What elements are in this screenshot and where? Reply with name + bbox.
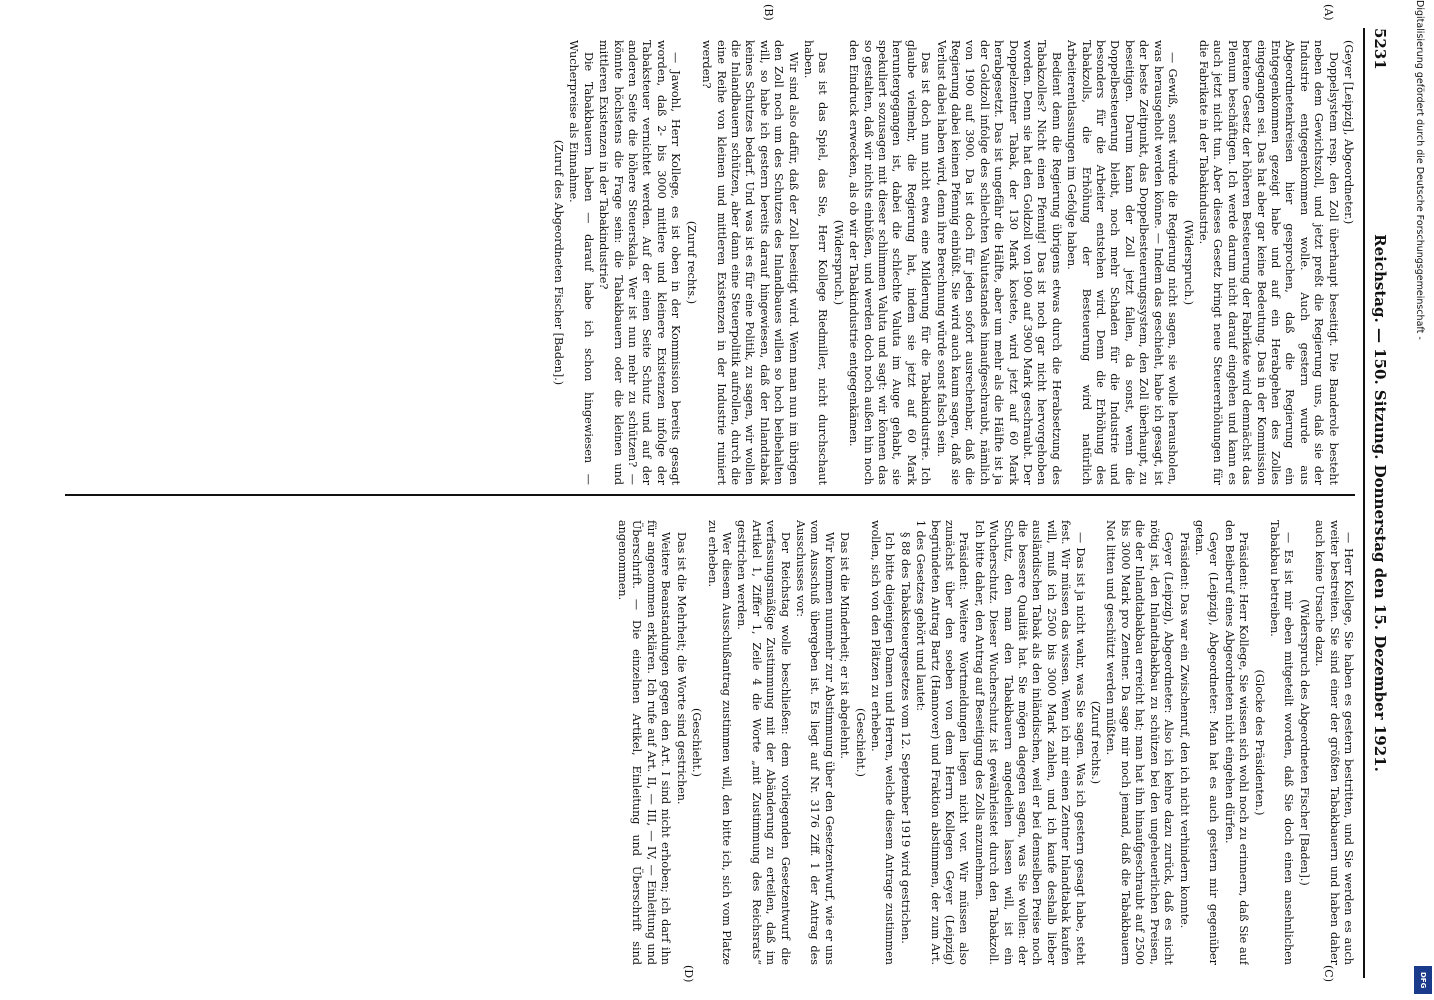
paragraph: Das ist doch nun nicht etwa eine Milderung für die Tabakindustrie. Ich glaube vielmehr, die Regierung hat, indem sie jetzt auf 60 Mark heruntergegangen ist, dabei die schlechte Valuta im Auge gehabt, sie spekuliert sozusagen mit dieser schlimmen Valuta und sagt: wir können das so gestalten, daß wir nichts einbüßen, und werden doch noch außen hin noch den Eindruck erwecken, als ob wir der Tabakindustrie entgegenkämen.	[847, 40, 933, 485]
paragraph: Wer diesem Ausschußantrag zustimmen will, den bitte ich, sich vom Platze zu erheben.	[705, 520, 733, 965]
paragraph: (Zuruf rechts.)	[1089, 700, 1103, 785]
text-column-left	[65, 40, 1355, 485]
paragraph: — Gewiß, sonst würde die Regierung nicht sagen, sie wolle herausholen, was herausgeholt werden könne. — Indem das geschieht, habe ich gesagt, ist der beste Zeitpunkt, das Doppelbesteuerungssystem, den Zoll überhaupt, zu beseitigen. Darum kann der Zoll jetzt fallen, da sonst, wenn die Doppelbesteuerung bleibt, noch mehr Schaden für die Industrie und besonders für die Arbeiter entstehen wird. Denn die Erhöhung des Tabakzolls, die Erhöhung der Besteuerung wird natürlich Arbeiterentlassungen im Gefolge haben.	[1065, 40, 1180, 485]
paragraph: Wir sind also dafür, daß der Zoll beseitigt wird. Wenn man nun im übrigen den Zoll noch um des Schutzes des Inlandbaues willen so hoch beibehalten will, so habe ich gestern bereits darauf hingewiesen, daß der Inlandtabak keines Schutzes bedarf. Und was ist es für eine Politik, zu sagen, wir wollen die Inlandbauern schützen, aber dann eine Steuerpolitik aufrollen, durch die eine Reihe von kleinen und mittleren Existenzen in der Industrie ruiniert werden?	[700, 40, 800, 485]
paragraph: Bedient denn die Regierung übrigens etwas durch die Herabsetzung des Tabakzolles? Nicht einen Pfennig! Das ist noch gar nicht hervorgehoben worden. Denn sie hat den Goldzoll von 1900 auf 3900 Mark geschraubt. Der Doppelzentner Tabak, der 130 Mark kostete, wird jetzt auf 60 Mark herabgesetzt. Das ist ungefähr die Hälfte, aber um mehr als die Hälfte ist ja der Goldzoll infolge des schlechten Valutastandes hinaufgeschraubt, nämlich von 1900 auf 3900. Da ist doch für jeden sofort ausrechenbar, daß die Regierung dabei keinen Pfennig einbüßt. Sie wird auch kaum sagen, daß sie Verlust dabei haben wird, denn ihre Berechnung würde sonst falsch sein.	[934, 40, 1063, 485]
digitization-credit: Digitalisierung gefördert durch die Deutsche Forschungsgemeinschaft -	[1414, 0, 1425, 340]
column-marker-d: (D)	[682, 965, 695, 983]
paragraph: Präsident: Weitere Wortmeldungen liegen nicht vor. Wir müssen also zunächst über den soeben von dem Herrn Kollegen Geyer (Leipzig) begründeten Antrag Bartz (Hannover) und Fraktion abstimmen, der zum Art. 1 des Gesetzes gehört und lautet:	[914, 520, 971, 965]
paragraph: Wir kommen nunmehr zur Abstimmung über den Gesetzentwurf, wie er uns vom Ausschuß übergeben ist. Es liegt auf Nr. 3176 Ziff. 1 der Antrag des Ausschusses vor:	[793, 520, 836, 965]
paragraph: (Zuruf rechts.)	[684, 220, 698, 305]
paragraph: — Herr Kollege, Sie haben es gestern bestritten, und Sie werden es auch weiter bestreiten. Sie sind einer der größten Tabakbauern und haben daher auch keine Ursache dazu.	[1313, 520, 1355, 965]
paragraph: Doppelsystem resp. den Zoll überhaupt beseitigt. Die Banderole besteht neben dem Gewichtszoll, und jetzt preßt die Regierung uns, daß sie der Industrie entgegenkommen wolle. Auch gestern wurde aus Abgeordnetenkreisen hier gesprochen, daß die Regierung ein Entgegenkommen gezeigt habe und auf ein Herabgehen des Zolles eingegangen sei. Das hat aber gar keine Bedeutung. Das in der Kommission beratene Gesetz der höheren Besteuerung der Fabrikate wird demnächst das Plenum beschäftigen. Ich werde darum nicht darauf eingehen und kann es auch jetzt nicht tun. Aber dieses Gesetz bringt neue Steuererhöhungen für die Fabrikate in der Tabakindustrie.	[1196, 40, 1340, 485]
paragraph: — Es ist mir eben mitgeteilt worden, daß Sie doch einen ansehnlichen Tabakbau betreiben.	[1267, 520, 1296, 965]
paragraph: Das ist die Minderheit; er ist abgelehnt.	[838, 532, 852, 759]
column-marker-c: (C)	[1322, 965, 1335, 982]
paragraph: Geyer (Leipzig), Abgeordneter: Man hat es auch gestern mir gegenüber getan.	[1192, 520, 1221, 965]
page-header	[1363, 28, 1387, 978]
paragraph: (Widerspruch des Abgeordneten Fischer [Baden].)	[1297, 599, 1311, 886]
paragraph: (Widerspruch.)	[1181, 219, 1195, 306]
paragraph: Das ist die Mehrheit; die Worte sind gestrichen.	[674, 532, 688, 805]
dfg-logo: DFG	[1414, 966, 1432, 994]
paragraph: — Jawohl, Herr Kollege, es ist oben in der Kommission bereits gesagt worden, daß 2- bis 3000 mittlere und kleinere Existenzen infolge der Tabaksteuer vernichtet werden. Auf der einen Seite Schutz und auf der anderen Seite die höhere Steuerskala. Wer ist nun mehr zu schützen? — könnte höchstens die Frage sein: die Tabakbauern oder die kleinen und mittleren Existenzen in der Tabakindustrie?	[597, 40, 683, 485]
paragraph: (Geschieht.)	[690, 708, 704, 777]
paragraph: § 88 des Tabaksteuergesetzes vom 12. September 1919 wird gestrichen.	[898, 532, 912, 944]
rotated-page	[55, 0, 1395, 1000]
paragraph: (Glocke des Präsidenten.)	[1252, 669, 1266, 816]
column-marker-a: (A)	[1322, 4, 1335, 21]
page-number: 5231	[1371, 28, 1389, 70]
paragraph: (Geyer [Leipzig], Abgeordneter.)	[1342, 40, 1355, 225]
paragraph: (Zuruf des Abgeordneten Fischer [Baden].)	[552, 139, 566, 386]
text-column-right	[65, 520, 1355, 965]
paragraph: Geyer (Leipzig), Abgeordneter: Also ich kehre dazu zurück, daß es nicht nötig ist, den Inlandtabakbau zu schützen bei den ungeheuerlichen Preisen, die der Inlandtabakbau erreicht hat; man hat ihn hinaufgeschraubt auf 2500 bis 3000 Mark pro Zentner. Da sage mir noch jemand, daß die Tabakbauern Not litten und geschützt werden müßten.	[1104, 520, 1176, 965]
paragraph: Weitere Beanstandungen gegen den Art. I sind nicht erhoben; ich darf ihn für angenommen erklären. Ich rufe auf Art. II, — III, — IV, — Einleitung und Überschrift. — Die einzelnen Artikel, Einleitung und Überschrift sind angenommen.	[616, 520, 673, 965]
paragraph: Ich bitte diejenigen Damen und Herren, welche diesem Antrage zustimmen wollen, sich von den Plätzen zu erheben.	[869, 520, 897, 965]
column-divider	[65, 494, 1355, 496]
paragraph: (Geschieht.)	[853, 708, 867, 777]
paragraph: Präsident: Das war ein Zwischenruf, den ich nicht verhindern konnte.	[1177, 532, 1191, 929]
paragraph: Die Tabakbauern haben — darauf habe ich schon hingewiesen — Wucherpreise als Einnahme.	[567, 40, 595, 485]
column-marker-b: (B)	[762, 4, 775, 21]
page-title: Reichstag. — 150. Sitzung. Donnerstag den 15. Dezember 1921.	[1371, 234, 1389, 772]
paragraph: — Das ist ja nicht wahr, was Sie sagen. Was ich gestern gesagt habe, steht fest. Wir müssen das wissen. Wenn ich mir einen Zentner Inlandtabak kaufen will, muß ich 2500 bis 3000 Mark zahlen, und ich kaufe deshalb lieber ausländischen Tabak als den inländischen, weil er bei demselben Preise noch die bessere Qualität hat. Sie mögen dagegen sagen, was Sie wollen: der Schutz, den man den Tabakbauern angedeihen lassen will, ist ein Wucherschutz. Dieser Wucherschutz ist gewährleistet durch den Tabakzoll. Ich bitte daher, den Antrag auf Beseitigung des Zolls anzunehmen.	[972, 520, 1087, 965]
paragraph: (Widerspruch.)	[831, 219, 845, 306]
paragraph: Präsident: Herr Kollege, Sie wissen sich wohl noch zu erinnern, daß Sie auf den Beiberuf eines Abgeordneten nicht eingehen dürfen.	[1222, 520, 1251, 965]
paragraph: Das ist das Spiel, das Sie, Herr Kollege Riedmiller, nicht durchschaut haben.	[801, 40, 830, 485]
paragraph: Der Reichstag wolle beschließen: dem vorliegenden Gesetzentwurf die verfassungsmäßige Zustimmung mit der Abänderung zu erteilen, daß im Artikel 1, Ziffer 1, Zeile 4 die Worte „mit Zustimmung des Reichsrats“ gestrichen werden.	[735, 520, 792, 965]
